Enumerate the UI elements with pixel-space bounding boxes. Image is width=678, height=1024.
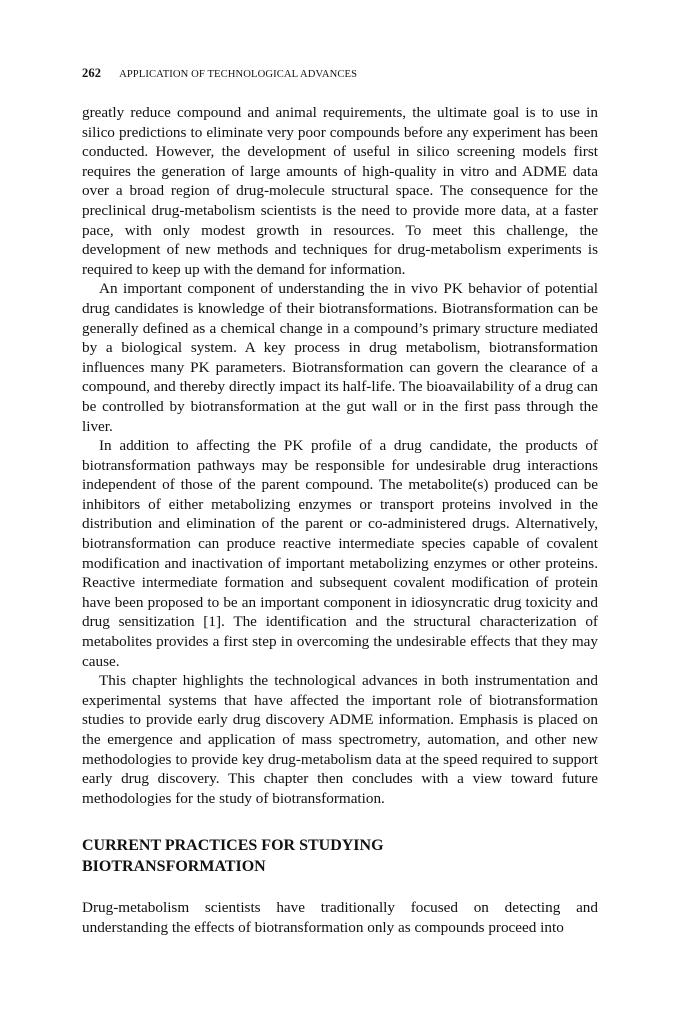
paragraph-biotransformation-definition: An important component of understanding the in vivo PK behavior of potential drug candidates is knowledge of their biotransformations. Biotransformation can be generally defined as a chemical change in a compound’s primary structure mediated by a biological system. A key process in drug metabolism, biotransformation influences many PK parameters. Biotransformation can govern the clearance of a compound, and thereby directly impact its half-life. The bioavailability of a drug can be controlled by biotransformation at the gut wall or in the first pass through the liver. — [82, 280, 598, 435]
running-title: APPLICATION OF TECHNOLOGICAL ADVANCES — [119, 69, 358, 80]
paragraph-chapter-overview: This chapter highlights the technological advances in both instrumentation and experimental systems that have affected the important role of biotransformation studies to provide early drug discovery ADME information. Emphasis is placed on the emergence and application of mass spectrometry, automation, and other new methodologies to provide key drug-metabolism data at the speed required to support early drug discovery. This chapter then concludes with a view toward future methodologies for the study of biotransformation. — [82, 672, 598, 807]
page-number: 262 — [82, 66, 102, 80]
book-page — [82, 66, 598, 938]
body-text — [82, 103, 598, 938]
paragraph-continued: greatly reduce compound and animal requirements, the ultimate goal is to use in silico predictions to eliminate very poor compounds before any experiment has been conducted. However, the development of useful in silico screening models first requires the generation of large amounts of high-quality in vitro and ADME data over a broad region of drug-molecule structural space. The consequence for the preclinical drug-metabolism scientists is the need to provide more data, at a faster pace, with only modest growth in resources. To meet this challenge, the development of new methods and techniques for drug-metabolism experiments is required to keep up with the demand for information. — [82, 104, 598, 278]
section-heading: CURRENT PRACTICES FOR STUDYING BIOTRANSFORMATION — [82, 837, 384, 876]
paragraph-drug-interactions: In addition to affecting the PK profile of a drug candidate, the products of biotransformation pathways may be responsible for undesirable drug interactions independent of those of the parent compound. The metabolite(s) produced can be inhibitors of either metabolizing enzymes or transport proteins involved in the distribution and elimination of the parent or co-administered drugs. Alternatively, biotransformation can produce reactive intermediate species capable of covalent modification and inactivation of important metabolizing enzymes or other proteins. Reactive intermediate formation and subsequent covalent modification of protein have been proposed to be an important component in idiosyncratic drug toxicity and drug sensitization [1]. The identification and the structural characterization of metabolites provides a first step in overcoming the undesirable effects that they may cause. — [82, 437, 598, 670]
section-paragraph: Drug-metabolism scientists have traditionally focused on detecting and understanding the effects of biotransformation only as compounds proceed into — [82, 899, 598, 936]
running-header — [82, 66, 598, 82]
